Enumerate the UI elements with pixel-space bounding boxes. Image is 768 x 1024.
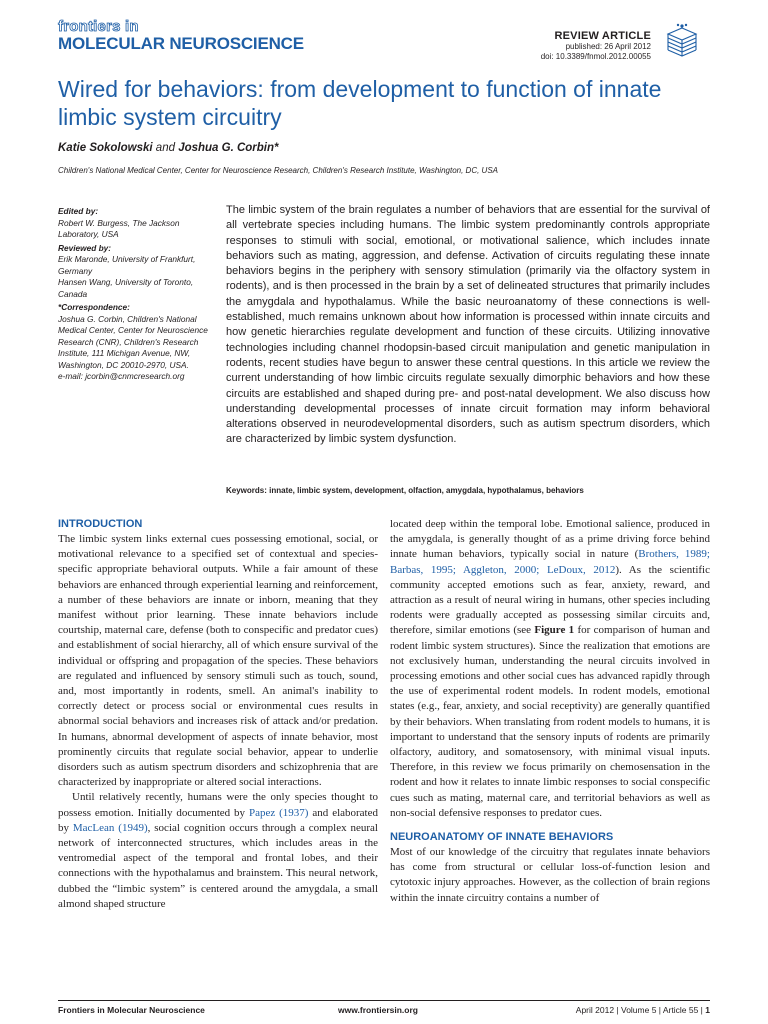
- body-text: , social cognition occurs through a complex neural network of interconnected structures, which includes areas in the ventromedial aspect of the temporal and frontal lobes, and their connections with the hypothalamus and brainstem. This neural network, dubbed the “limbic system” is centered around the amygdala, a small almond shaped structure: [58, 821, 378, 910]
- article-title: Wired for behaviors: from development to function of innate limbic system circuitry: [58, 76, 662, 130]
- journal-prefix: frontiers in: [58, 18, 139, 35]
- author-list: [58, 142, 279, 154]
- frontiers-stack-logo-icon: [660, 22, 704, 66]
- body-text: ). As the scientific community accepted emotions such as fear, anxiety, reward, and attraction as a result of neural wiring in humans, other species including rodents were gradually accepted as possessing similar circuits and, therefore, similar emotions (see: [390, 563, 710, 637]
- author-conjunction: and: [155, 142, 175, 154]
- section-heading-neuroanatomy: NEUROANATOMY OF INNATE BEHAVIORS: [390, 831, 614, 844]
- correspondence-label: *Correspondence:: [58, 302, 130, 312]
- figure-reference-link[interactable]: Figure 1: [534, 624, 575, 637]
- body-text: located deep within the temporal lobe. Emotional salience, produced in the amygdala, is generally thought of as a prime driving force behind innate human behaviors, typically social in nature (: [390, 518, 710, 561]
- body-paragraph: The limbic system links external cues possessing emotional, social, or motivational relevance to a specified set of contextual and species-specific appropriate behavioral outputs. While a fair amount of these behaviors are enhanced through experiential learning and reinforcement, a number of these behaviors are innate or inborn, meaning that they manifest without prior learning. These innate behaviors include courtship, maternal care, defense (both to conspecific and predator cues) and establishment of social hierarchy, all of which ensure survival of the individual or offspring and propagation of the species. These behaviors are regulated and influenced by sensory stimuli such as touch, sound, and, most importantly in rodents, smell. An animal's inability to correctly detect or process social or environmental cues results in abnormal social behaviors and increases risk of attack and/or predation. In humans, abnormal development of aspects of innate behavior, most prominently circuits that regulate social behavior, appear to underlie disorders such as autism spectrum disorders and schizophrenia that are characterized by inappropriate or altered social interactions.: [58, 533, 378, 789]
- doi: doi: 10.3389/fnmol.2012.00055: [540, 52, 651, 61]
- body-column-left: [58, 517, 378, 912]
- published-date: published: 26 April 2012: [565, 42, 651, 51]
- edited-by-label: Edited by:: [58, 206, 99, 216]
- footer-journal: Frontiers in Molecular Neuroscience: [58, 1005, 205, 1015]
- editorial-sidebar: [58, 206, 218, 385]
- correspondence-email[interactable]: e-mail: jcorbin@cnmcresearch.org: [58, 371, 185, 381]
- body-text: Until relatively recently, humans were the only species thought to possess emotion. Initially documented by: [58, 791, 378, 819]
- footer-issue-info: [576, 1005, 710, 1015]
- author-name: Joshua G. Corbin*: [178, 142, 279, 154]
- page-number: 1: [705, 1005, 710, 1015]
- body-text: for comparison of human and rodent limbic system structures). Since the realization that emotions are not exclusively human, understanding the neural circuits involved in processing emotions and other social cues has advanced rapidly through the use of experimental rodent models. In rodent models, emotional states (e.g., fear, anxiety, and social receptivity) are generally quantified by their behaviors. When translating from rodent models to humans, it is important to understand that the sensory inputs of rodents are primarily olfactory, auditory, and somatosensory, with minimal visual inputs. Therefore, in this review we focus primarily on chemosensation in the rodent and how it relates to innate limbic responses to social conspecific cues such as mating, maternal care, and territorial behaviors as well as non-social defensive responses to predator cues.: [390, 624, 710, 819]
- correspondence-address: Joshua G. Corbin, Children's National Medical Center, Center for Neuroscience Research (CNR), Children's Research Institute, 111 Michigan Avenue, NW, Washington, DC 20010-2970, USA.: [58, 313, 208, 370]
- body-paragraph: [390, 517, 710, 821]
- body-column-right: [390, 517, 710, 906]
- article-meta: [541, 30, 651, 62]
- keywords: Keywords: innate, limbic system, development, olfaction, amygdala, hypothalamus, behaviors: [226, 486, 584, 495]
- journal-masthead: [58, 20, 304, 54]
- affiliation: Children's National Medical Center, Center for Neuroscience Research, Children's Research Institute, Washington, DC, USA: [58, 166, 498, 175]
- body-text: and elaborated by: [58, 806, 378, 834]
- body-paragraph: [58, 790, 378, 912]
- author-name: Katie Sokolowski: [58, 142, 153, 154]
- citation-link[interactable]: Brothers, 1989; Barbas, 1995; Aggleton, 2000; LeDoux, 2012: [390, 548, 710, 576]
- editor: Robert W. Burgess, The Jackson Laboratory, USA: [58, 217, 180, 239]
- article-type: REVIEW ARTICLE: [554, 30, 651, 42]
- journal-name: MOLECULAR NEUROSCIENCE: [58, 34, 304, 53]
- reviewed-by-label: Reviewed by:: [58, 242, 112, 253]
- footer-website-link[interactable]: www.frontiersin.org: [338, 1005, 418, 1015]
- abstract: The limbic system of the brain regulates a number of behaviors that are essential for the survival of all vertebrate species including humans. The limbic system predominantly controls appropriate responses to stimuli with social, emotional, or motivational salience, which includes innate behaviors such as mating, aggression, and defense. Activation of circuits regulating these innate behaviors begins in the periphery with sensory stimulation (primarily via the olfactory system in rodents), and is then processed in the brain by a set of delineated structures that primarily includes the amygdala and hypothalamus. While the basic neuroanatomy of these connections is well-established, much remains unknown about how information is processed within innate circuits and how genetic hierarchies regulate development and function of these circuits. Utilizing innovative technologies including channel rhodopsin-based circuit manipulation and genetic manipulation in rodents, recent studies have begun to answer these central questions. In this article we review the current understanding of how limbic circuits regulate sexually dimorphic behaviors and how these circuits are established and shaped during pre- and post-natal development. We also discuss how understanding developmental processes of innate circuit formation may inform behavioral alterations observed in neurodevelopmental disorders, such as autism spectrum disorders, which are characterized by limbic system dysfunction.: [226, 204, 710, 446]
- footer-issue: April 2012 | Volume 5 | Article 55 |: [575, 1005, 706, 1015]
- footer-divider: [58, 1000, 710, 1001]
- section-heading-introduction: INTRODUCTION: [58, 518, 143, 530]
- body-paragraph: Most of our knowledge of the circuitry that regulates innate behaviors has come from structural or cellular loss-of-function lesion and cytotoxic injury approaches. However, as the collection of brain regions within the innate circuitry contains a number of: [390, 846, 710, 904]
- citation-link[interactable]: MacLean (1949): [72, 821, 148, 834]
- reviewer: Erik Maronde, University of Frankfurt, Germany: [58, 254, 196, 276]
- reviewer: Hansen Wang, University of Toronto, Canada: [58, 277, 194, 299]
- citation-link[interactable]: Papez (1937): [248, 806, 309, 819]
